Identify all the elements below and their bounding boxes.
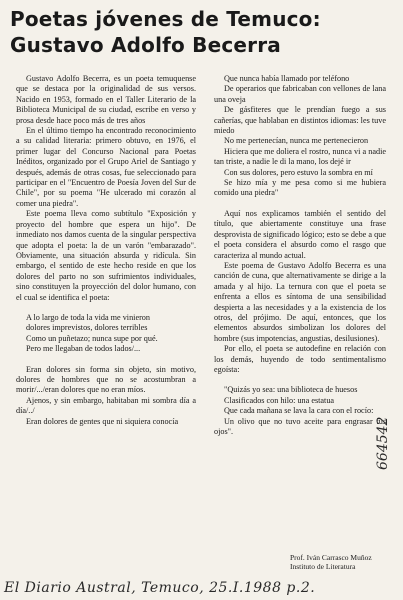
paragraph-recognition: En el último tiempo ha encontrado reconocimiento a su calidad literaria: primero obtuvo, en 1976, el primer lugar del Concurso Nacional para Poetas Inéditos, organizado por el Grupo Ariel de Santiago y después, además de otras cosas, fue seleccionado para participar en el "Encuentro de Poesía Joven del Sur de Chile", por su poema "He ulcerado mi corazón al comer una piedra". xyxy=(16,126,196,208)
paragraph-self-definition: Por ello, el poeta se autodefine en relación con los demás, huyendo de todo sentimentalismo egoísta: xyxy=(214,344,386,374)
left-column xyxy=(16,74,196,427)
verse-line: dolores imprevistos, dolores terribles xyxy=(26,323,148,333)
verse-line: Eran dolores de gentes que ni siquiera conocía xyxy=(26,416,179,426)
author-signature xyxy=(290,553,400,571)
paragraph-lullaby: Este poema de Gustavo Adolfo Becerra es una canción de cuna, que alternativamente se dirige a la amada y al hijo. La ternura con que el poeta se enfrenta a ellos es síntoma de una sensibilidad despierta a las necesidades y a la existencia de los otros, del prójimo. De aquí, entonces, que los elementos absurdos simbolizan los dolores del hombre (sus impotencias, angustias, desilusiones). xyxy=(214,260,386,343)
verse-line: No me pertenecían, nunca me pertenecieron xyxy=(224,136,369,146)
right-column xyxy=(214,74,386,437)
paragraph-intro: Gustavo Adolfo Becerra, es un poeta temuquense que se destaca por la originalidad de sus versos. Nacido en 1953, formado en el Taller Literario de la Biblioteca Municipal de su ciudad, escribe en verso y prosa desde hace poco más de tres años xyxy=(16,74,196,125)
verse-line: Se hizo mía y me pesa como si me hubiera comido una piedra" xyxy=(214,178,386,198)
article-title-line-1: Poetas jóvenes de Temuco: xyxy=(10,7,321,31)
paragraph-subtitle: Este poema lleva como subtítulo "Exposición y proyecto del hombre que espera un hijo". De inmediato nos damos cuenta de la singular perspectiva que adopta el poeta: la de un varón "embarazado". Obviamente, una situación absurda y ridícula. Sin embargo, el sentido de este hecho reside en que los dolores del parto no son sufrimientos individuales, sino constituyen la proyección del dolor humano, con el cual se identifica el poeta: xyxy=(16,209,196,302)
verse-line: Clasificados con hilo: una estatua xyxy=(224,395,335,405)
handwritten-catalog-number: 664542 xyxy=(375,416,391,470)
article-title-line-2: Gustavo Adolfo Becerra xyxy=(10,33,282,57)
verse-line: Que nunca había llamado por teléfono xyxy=(224,74,350,83)
article-title xyxy=(10,6,380,58)
author-affiliation: Instituto de Literatura xyxy=(290,562,356,571)
verse-line: Como un puñetazo; nunca supe por qué. xyxy=(26,333,158,343)
verse-line: Con sus dolores, pero estuvo la sombra en mí xyxy=(224,167,373,177)
verse-line: Ajenos, y sin embargo, habitaban mi sombra día a día/../ xyxy=(16,395,196,416)
verse-line: Hiciera que me doliera el rostro, nunca vi a nadie tan triste, a nadie le di la mano, los dejé ir xyxy=(214,146,386,167)
verse-line: De operarios que fabricaban con vellones de lana una oveja xyxy=(214,84,386,104)
verse-line: "Quizás yo sea: una biblioteca de huesos xyxy=(224,385,358,395)
verse-line: Eran dolores sin forma sin objeto, sin motivo, dolores de hombres que no se acostumbran a morir/.../eran dolores que no eran míos. xyxy=(16,364,196,395)
verse-line: Que cada mañana se lava la cara con el rocío: xyxy=(224,406,374,416)
verse-line: De gásfiteres que le prendían fuego a sus cañerías, que hablaban en distintos idiomas: les tuve miedo xyxy=(214,105,386,136)
author-name: Prof. Iván Carrasco Muñoz xyxy=(290,553,372,562)
verse-line: Pero me llegaban de todos lados/... xyxy=(26,344,141,354)
verse-line: Un olivo que no tuvo aceite para engrasar tus ojos". xyxy=(214,416,386,436)
verse-line: A lo largo de toda la vida me vinieron xyxy=(26,312,150,322)
paragraph-title-explanation: Aquí nos explicamos también el sentido del título, que abiertamente constituye una frase desprovista de significado lógico; esto se debe a que el poeta considera el absurdo como el rasgo que caracteriza al mundo actual. xyxy=(214,208,386,260)
handwritten-source-note: El Diario Austral, Temuco, 25.I.1988 p.2. xyxy=(4,580,316,596)
